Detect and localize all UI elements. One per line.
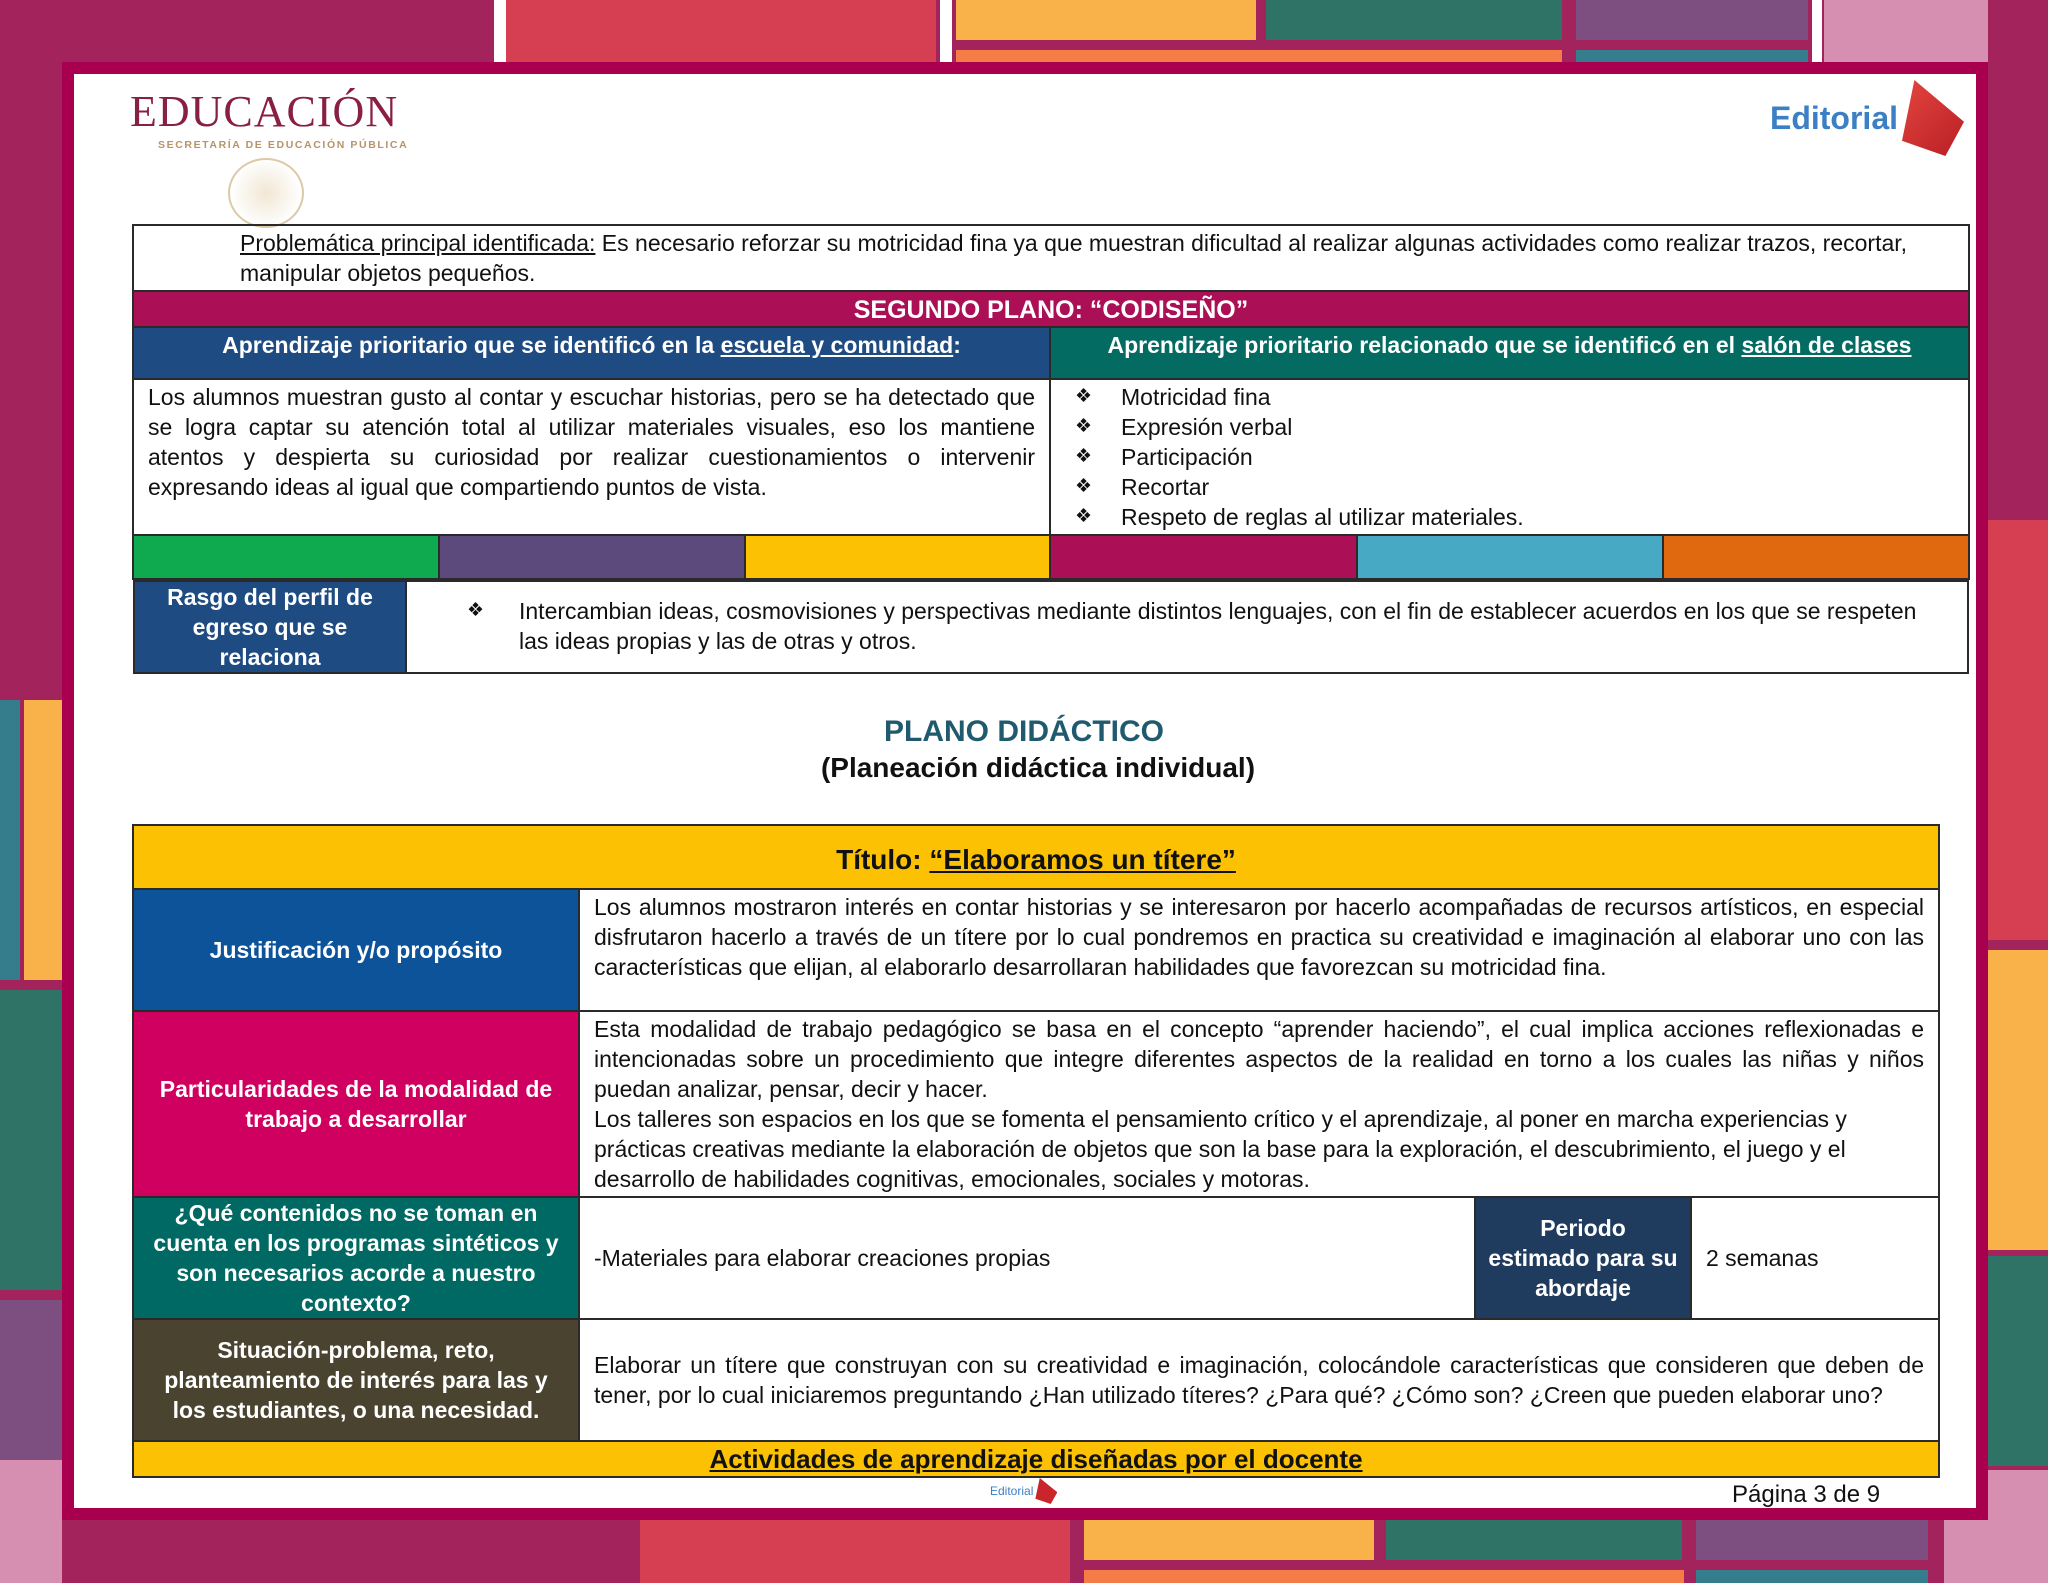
diamond-bullet-icon: ❖ bbox=[467, 600, 485, 621]
salon-clases-list bbox=[1051, 380, 1968, 534]
bg-tile-left-pink bbox=[0, 230, 62, 700]
bg-tile-left-pink-2 bbox=[0, 1460, 62, 1583]
particularidades-label: Particularidades de la modalidad de trabajo a desarrollar bbox=[133, 1011, 579, 1197]
contenidos-text: -Materiales para elaborar creaciones propias bbox=[579, 1197, 1475, 1319]
titulo-label: Título: bbox=[836, 844, 930, 875]
plano-didactico-table bbox=[132, 824, 1940, 1478]
situacion-label: Situación-problema, reto, planteamiento de interés para las y los estudiantes, o una necesidad. bbox=[133, 1319, 579, 1441]
sep-logo-subtitle: SECRETARÍA DE EDUCACIÓN PÚBLICA bbox=[158, 139, 409, 151]
md-logo-mark-icon bbox=[1902, 80, 1964, 156]
particularidades-text-2: Los talleres son espacios en los que se fomenta el pensamiento crítico y el aprendizaje, al poner en marcha experiencias y prácticas creativas mediante la elaboración de objetos que son la base para la exploración, el descubrimiento, el juego y el desarrollo de habilidades cognitivas, emocionales, sociales y motoras. bbox=[594, 1106, 1847, 1192]
sep-logo-title: EDUCACIÓN bbox=[130, 87, 399, 136]
bg-tile-white-gap-top-2 bbox=[940, 0, 952, 62]
salon-header-prefix: Aprendizaje prioritario relacionado que se identificó en el bbox=[1107, 332, 1742, 358]
particularidades-text-1: Esta modalidad de trabajo pedagógico se basa en el concepto “aprender haciendo”, el cual implica acciones reflexionadas e intencionadas sobre un procedimiento que integre diferentes aspectos de la realidad en torno a los cuales las niñas y niños puedan analizar, pensar, decir y hacer. bbox=[594, 1016, 1924, 1102]
list-item-text: Expresión verbal bbox=[1121, 414, 1293, 440]
page-number: Página 3 de 9 bbox=[1732, 1481, 1881, 1508]
segundo-plano-title: SEGUNDO PLANO: “CODISEÑO” bbox=[133, 291, 1969, 327]
footer-logo-text: Editorial bbox=[990, 1484, 1034, 1498]
diamond-bullet-icon: ❖ bbox=[1075, 506, 1093, 527]
periodo-value: 2 semanas bbox=[1691, 1197, 1939, 1319]
diamond-bullet-icon: ❖ bbox=[1075, 476, 1093, 497]
bg-tile-yellow-top bbox=[956, 0, 1256, 40]
bg-tile-bottom-yellow bbox=[1084, 1520, 1374, 1560]
bg-tile-left-green bbox=[0, 990, 62, 1290]
bg-tile-pink-top bbox=[1824, 0, 1988, 62]
stripe-magenta bbox=[1050, 535, 1357, 579]
situacion-text: Elaborar un títere que construyan con su creatividad e imaginación, colocándole características que consideren que deben de tener, por lo cual iniciaremos preguntando ¿Han utilizado títeres? ¿Para qué? ¿Cómo son? ¿Creen que pueden elaborar uno? bbox=[579, 1319, 1939, 1441]
periodo-label: Periodo estimado para su abordaje bbox=[1475, 1197, 1691, 1319]
stripe-yellow bbox=[745, 535, 1050, 579]
list-item-text: Respeto de reglas al utilizar materiales. bbox=[1121, 504, 1524, 530]
bg-tile-red-top-visible bbox=[506, 0, 936, 62]
list-item-text: Recortar bbox=[1121, 474, 1210, 500]
rasgo-row bbox=[133, 579, 1969, 674]
actividades-header bbox=[133, 1441, 1939, 1477]
bg-tile-left-purple bbox=[0, 1300, 62, 1460]
escuela-comunidad-header bbox=[133, 327, 1050, 379]
bg-tile-purple-top bbox=[1576, 0, 1808, 40]
particularidades-cell bbox=[579, 1011, 1939, 1197]
stripe-purple bbox=[439, 535, 745, 579]
list-item bbox=[1075, 442, 1958, 472]
bg-tile-white-gap-top bbox=[494, 0, 506, 62]
justificacion-text: Los alumnos mostraron interés en contar historias y se interesaron por hacerlo acompañadas de recursos artísticos, en especial disfrutaron hacerlo a través de un títere por lo cual pondremos en practica su creatividad e imaginación al elaborar uno con las características que elijan, al elaborarlo desarrollaran habilidades que favorezcan su motricidad fina. bbox=[579, 889, 1939, 1011]
sep-logo bbox=[130, 86, 408, 151]
footer-editorial-logo bbox=[990, 1478, 1057, 1504]
bg-top-block-red bbox=[130, 0, 240, 62]
bg-tile-white-gap-top-3 bbox=[1812, 0, 1822, 62]
list-item bbox=[1075, 412, 1958, 442]
codiseno-table bbox=[132, 224, 1970, 674]
contenidos-label: ¿Qué contenidos no se toman en cuenta en los programas sintéticos y son necesarios acorde a nuestro contexto? bbox=[133, 1197, 579, 1319]
titulo-cell bbox=[133, 825, 1939, 889]
rasgo-text-cell bbox=[406, 581, 1968, 673]
escuela-comunidad-text: Los alumnos muestran gusto al contar y escuchar historias, pero se ha detectado que se logra captar su atención total al utilizar materiales visuales, eso los mantiene atentos y despierta su curiosidad por realizar cuestionamientos o intervenir expresando ideas al igual que compartiendo puntos de vista. bbox=[133, 379, 1050, 535]
salon-header-link: salón de clases bbox=[1741, 332, 1912, 358]
bg-tile-bottom-blue bbox=[1696, 1570, 1928, 1583]
actividades-label: Actividades de aprendizaje diseñadas por el docente bbox=[709, 1443, 1363, 1474]
diamond-bullet-icon: ❖ bbox=[1075, 446, 1093, 467]
plano-didactico-title: PLANO DIDÁCTICO bbox=[884, 715, 1164, 748]
list-item bbox=[1075, 502, 1958, 532]
titulo-value: “Elaboramos un títere” bbox=[929, 844, 1236, 875]
list-item-text: Participación bbox=[1121, 444, 1253, 470]
bg-tile-bottom-pink bbox=[1944, 1520, 2048, 1583]
stripe-green bbox=[133, 535, 439, 579]
bg-tile-right-yellow bbox=[1988, 950, 2048, 1250]
bg-tile-right-green bbox=[1988, 1256, 2048, 1466]
plano-didactico-subtitle: (Planeación didáctica individual) bbox=[820, 752, 1256, 783]
escuela-header-suffix: : bbox=[953, 332, 961, 358]
footer-md-mark-icon bbox=[1035, 1478, 1057, 1504]
diamond-bullet-icon: ❖ bbox=[1075, 386, 1093, 407]
problematica-text: Es necesario reforzar su motricidad fina ya que muestran dificultad al realizar algunas actividades como realizar trazos, recortar, manipular objetos pequeños. bbox=[240, 230, 1908, 286]
bg-tile-orange-top bbox=[956, 50, 1562, 62]
bg-tile-bottom-green bbox=[1386, 1520, 1682, 1560]
diamond-bullet-icon: ❖ bbox=[1075, 416, 1093, 437]
editorial-logo-text: Editorial bbox=[1769, 99, 1898, 136]
stripe-orange bbox=[1663, 535, 1969, 579]
justificacion-label: Justificación y/o propósito bbox=[133, 889, 579, 1011]
bg-tile-blue-top bbox=[1576, 50, 1808, 62]
escuela-header-prefix: Aprendizaje prioritario que se identificó en la bbox=[222, 332, 721, 358]
color-stripe bbox=[133, 535, 1969, 579]
list-item bbox=[1075, 472, 1958, 502]
problematica-cell bbox=[133, 225, 1969, 291]
bg-tile-bottom-purple bbox=[1696, 1520, 1928, 1560]
rasgo-label: Rasgo del perfil de egreso que se relaciona bbox=[134, 581, 406, 673]
bg-tile-bottom-crimson bbox=[66, 1520, 626, 1583]
bg-tile-bottom-red bbox=[640, 1520, 1070, 1583]
rasgo-table bbox=[133, 580, 1969, 674]
list-item-text: Motricidad fina bbox=[1121, 384, 1271, 410]
rasgo-text: Intercambian ideas, cosmovisiones y perspectivas mediante distintos lenguajes, con el fin de establecer acuerdos en los que se respeten las ideas propias y las de otras y otros. bbox=[519, 598, 1917, 654]
escuela-header-link: escuela y comunidad bbox=[720, 332, 954, 358]
problematica-label: Problemática principal identificada: bbox=[240, 230, 596, 256]
list-item bbox=[1075, 382, 1958, 412]
national-seal-icon bbox=[228, 158, 304, 228]
salon-clases-list-cell bbox=[1050, 379, 1969, 535]
bg-tile-bottom-orange bbox=[1084, 1570, 1684, 1583]
salon-clases-header bbox=[1050, 327, 1969, 379]
stripe-cyan bbox=[1357, 535, 1663, 579]
editorial-md-logo bbox=[1770, 80, 1964, 156]
bg-tile-green-top bbox=[1266, 0, 1562, 40]
